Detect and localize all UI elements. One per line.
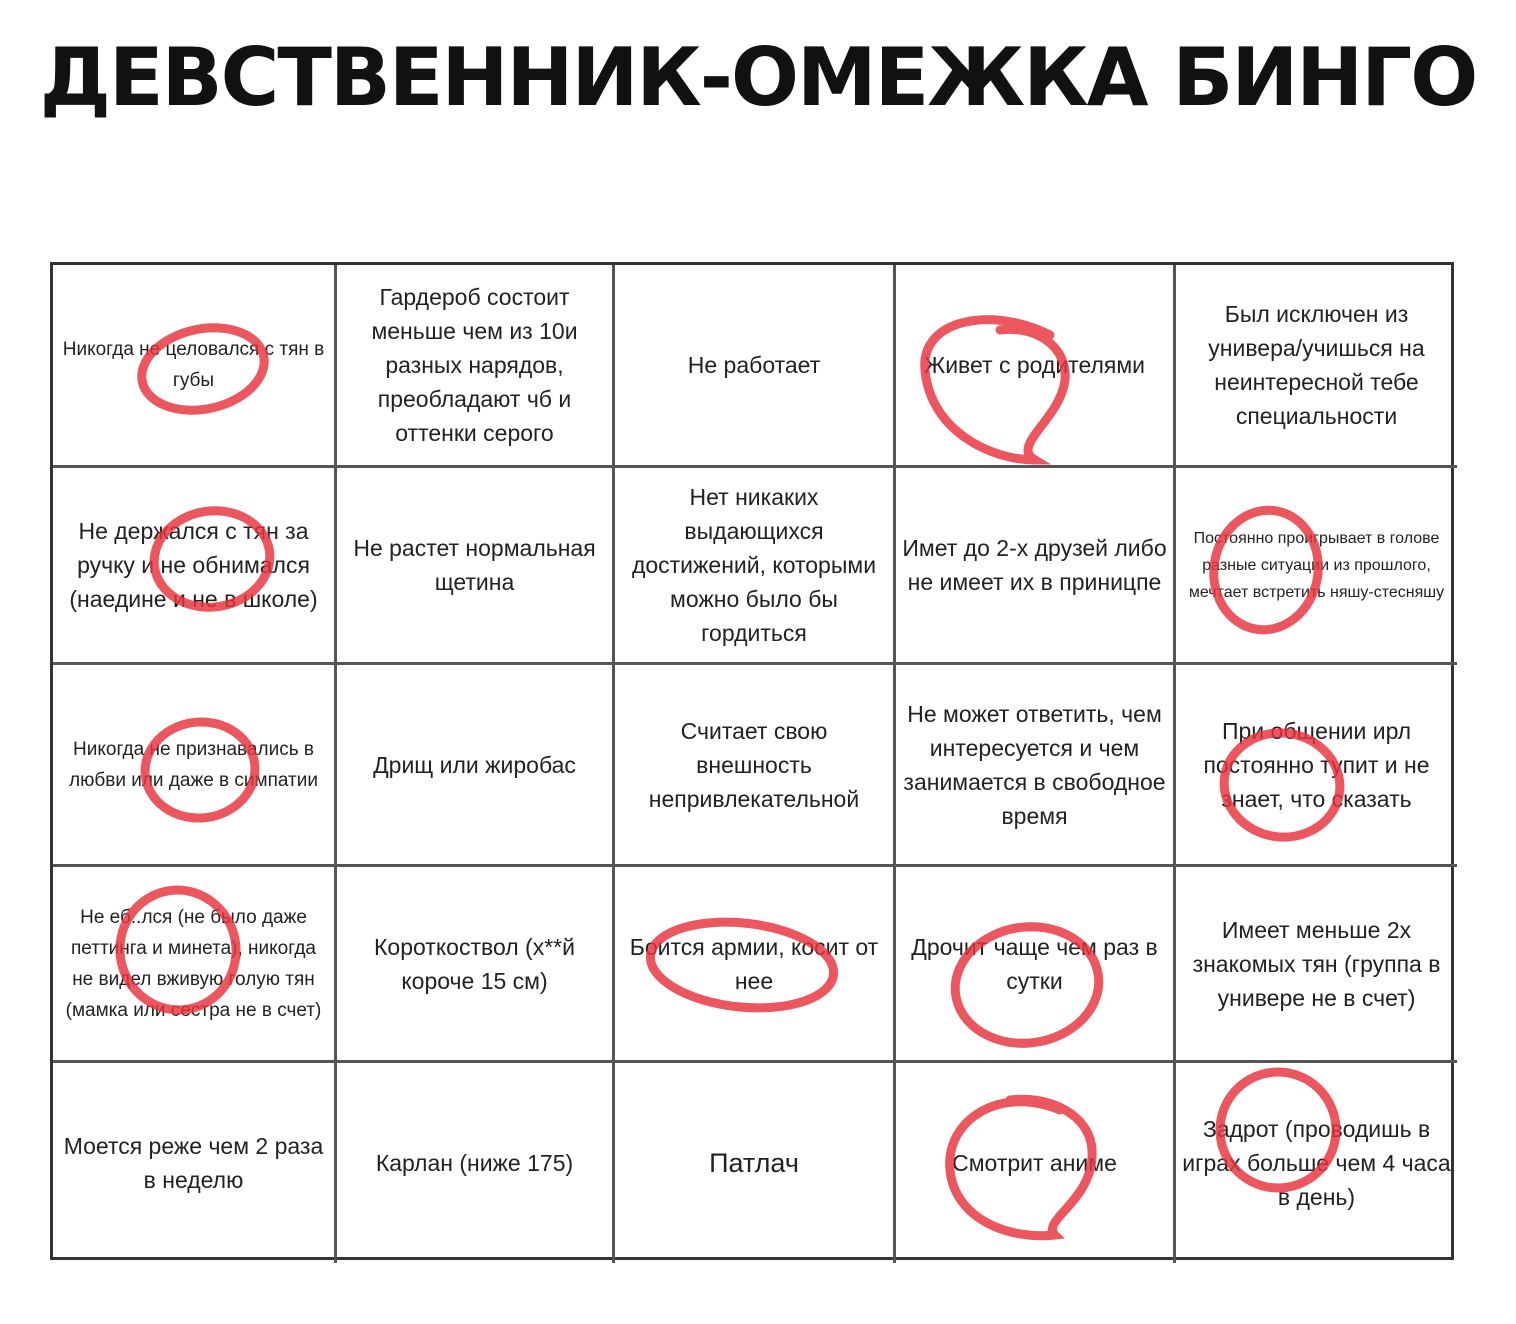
bingo-cell[interactable] [1176,665,1457,867]
bingo-cell[interactable] [337,665,615,867]
bingo-cell[interactable] [337,265,615,468]
bingo-cell[interactable] [615,468,896,665]
bingo-cell[interactable] [615,265,896,468]
bingo-cell[interactable] [1176,468,1457,665]
bingo-cell[interactable] [896,665,1176,867]
bingo-cell-text: Дрочит чаще чем раз в сутки [911,933,1158,994]
bingo-cell-text: Моется реже чем 2 раза в неделю [63,1133,324,1193]
bingo-cell-text: Не растет нормальная щетина [353,535,596,595]
bingo-cell[interactable] [615,867,896,1063]
bingo-cell-text: Имет до 2-х друзей либо не имеет их в приницпе [902,535,1167,595]
bingo-cell[interactable] [896,265,1176,468]
bingo-cell[interactable] [337,867,615,1063]
bingo-cell-text: Не работает [687,352,821,378]
bingo-cell[interactable] [53,665,337,867]
bingo-cell[interactable] [615,665,896,867]
bingo-cell-text: Короткоствол (х**й короче 15 см) [374,933,575,994]
bingo-cell-text: Имеет меньше 2х знакомых тян (группа в универе не в счет) [1192,916,1441,1011]
bingo-cell-text: При общении ирл постоянно тупит и не знает, что сказать [1203,717,1430,812]
bingo-cell-text: Смотрит аниме [952,1150,1117,1176]
bingo-cell[interactable] [337,1063,615,1263]
bingo-cell[interactable] [896,468,1176,665]
bingo-cell-text: Патлач [709,1148,799,1178]
bingo-board [50,262,1454,1260]
bingo-cell[interactable] [615,1063,896,1263]
bingo-cell[interactable] [53,265,337,468]
bingo-cell[interactable] [53,468,337,665]
bingo-cell-text: Не еб..лся (не было даже петтинга и минета), никогда не видел вживую голую тян (мамка или сестра не в счет) [65,906,322,1021]
bingo-cell[interactable] [337,468,615,665]
bingo-cell[interactable] [1176,265,1457,468]
bingo-cell-text: Боится армии, косит от нее [629,933,879,994]
bingo-cell[interactable] [896,1063,1176,1263]
bingo-cell[interactable] [53,867,337,1063]
bingo-cell-text: Был исключен из универа/учишься на неинтересной тебе специальности [1208,301,1425,429]
bingo-cell-text: Дрищ или жиробас [373,751,576,778]
bingo-cell-text: Живет с родителями [923,352,1146,378]
bingo-cell-text: Никогда не целовался с тян в губы [62,339,325,391]
bingo-cell-text: Не держался с тян за ручку и не обнимался (наедине и не в школе) [69,518,318,612]
bingo-cell[interactable] [53,1063,337,1263]
bingo-cell[interactable] [1176,1063,1457,1263]
bingo-cell-text: Никогда не признавались в любви или даже в симпатии [69,738,318,791]
bingo-cell-text: Нет никаких выдающихся достижений, которыми можно было бы гордиться [631,484,877,646]
bingo-cell-text: Карлан (ниже 175) [375,1150,574,1176]
bingo-cell-text: Постоянно проигрывает в голове разные ситуации из прошлого, мечтает встретить няшу-стесняшу [1188,529,1445,601]
page-title: ДЕВСТВЕННИК-ОМЕЖКА БИНГО [39,31,1477,124]
bingo-cell-text: Задрот (проводишь в играх больше чем 4 часа в день) [1182,1116,1451,1210]
bingo-cell[interactable] [896,867,1176,1063]
bingo-cell-text: Гардероб состоит меньше чем из 10и разных нарядов, преобладают чб и оттенки серого [371,284,578,446]
bingo-cell-text: Не может ответить, чем интересуется и чем занимается в свободное время [903,700,1166,829]
bingo-cell[interactable] [1176,867,1457,1063]
bingo-cell-text: Считает свою внешность непривлекательной [648,717,860,812]
